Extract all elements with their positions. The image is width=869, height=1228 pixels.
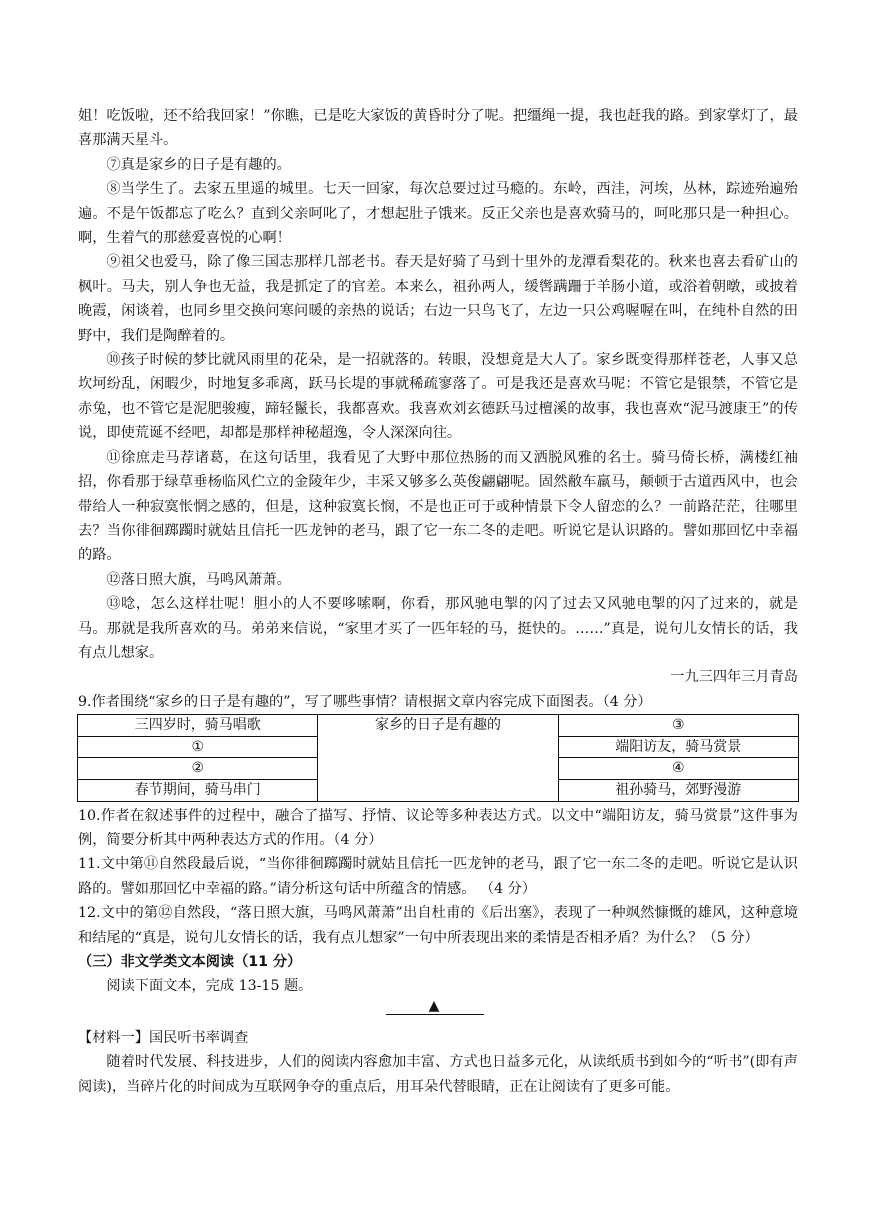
left-cell-4: 春节期间，骑马串门 <box>78 779 318 801</box>
section-marker <box>78 999 798 1026</box>
left-cell-1: 三四岁时，骑马唱歌 <box>78 715 318 737</box>
section-3-heading: （三）非文学类文本阅读（11 分） <box>78 953 302 970</box>
story-paragraph: ⑦真是家乡的日子是有趣的。 <box>106 156 291 173</box>
marker-underline <box>386 1014 484 1015</box>
right-cell-2: 端阳访友，骑马赏景 <box>558 736 798 758</box>
section-3-instruction: 阅读下面文本，完成 13-15 题。 <box>106 978 313 995</box>
question-10: 10.作者在叙述事件的过程中，融合了描写、抒情、议论等多种表达方式。以文中“端阳访友，骑马赏景”这件事为例，简要分析其中两种表达方式的作用。（4 分） <box>78 807 798 848</box>
question-12: 12.文中的第⑫自然段，“落日照大旗，马鸣风萧萧”出自杜甫的《后出塞》，表现了一种飒然慷慨的雄风，这种意境和结尾的“真是，说句儿女情长的话，我有点儿想家”一句中所表现出来的柔情是否相矛盾？为什么？（5 分） <box>78 905 798 946</box>
right-cell-3: ④ <box>558 758 798 780</box>
story-paragraph: 姐！吃饭啦，还不给我回家！”你瞧，已是吃大家饭的黄昏时分了呢。把缰绳一提，我也赶我的路。到家掌灯了，最喜那满天星斗。 <box>78 108 798 149</box>
page-content <box>78 104 798 1099</box>
story-paragraph: ⑨祖父也爱马，除了像三国志那样几部老书。春天是好骑了马到十里外的龙潭看梨花的。秋来也喜去看矿山的枫叶。马夫，别人争也无益，我是抓定了的官差。本来么，祖孙两人，缓辔蹒跚于羊肠小道，或浴着朝暾，或披着晚霞，闲谈着，也同乡里交换问寒问暖的亲热的说话；右边一只鸟飞了，左边一只公鸡喔喔在叫，在纯朴自然的田野中，我们是陶醉着的。 <box>78 254 798 344</box>
story-paragraph: ⑬唸，怎么这样壮呢！胆小的人不要哆嗦啊，你看，那风驰电掣的闪了过去又风驰电掣的闪了过来的，就是马。那就是我所喜欢的马。弟弟来信说，“家里才买了一匹年轻的马，挺快的。……”真是，说句儿女情长的话，我有点儿想家。 <box>78 596 798 661</box>
right-cell-4: 祖孙骑马，郊野漫游 <box>558 779 798 801</box>
dateline: 一九三四年三月青岛 <box>670 669 798 686</box>
left-cell-3: ② <box>78 758 318 780</box>
story-paragraph: ⑪徐庶走马荐诸葛，在这句话里，我看见了大野中那位热肠的而又洒脱风雅的名士。骑马倚长桥，满楼红袖招，你看那于绿草垂杨临风伫立的金陵年少，丰采又够多么英俊翩翩呢。固然敝车羸马，颠顿于古道西风中，也会带给人一种寂寞怅惘之感的，但是，这种寂寞长悯，不是也正可于或种情景下令人留恋的么？一前路茫茫，往哪里去？当你徘徊踯躅时就姑且信托一匹龙钟的老马，跟了它一东二冬的走吧。听说它是认识路的。譬如那回忆中幸福的路。 <box>78 449 798 564</box>
story-excerpt <box>78 104 798 665</box>
material-1-text: 随着时代发展、科技进步，人们的阅读内容愈加丰富、方式也日益多元化，从读纸质书到如今的“听书”(即有声阅读)，当碎片化的时间成为互联网争夺的重点后，用耳朵代替眼睛，正在让阅读有了更多可能。 <box>78 1054 798 1095</box>
answer-chart-table <box>77 714 799 801</box>
question-11: 11.文中第⑪自然段最后说，“当你徘徊踯躅时就姑且信托一匹龙钟的老马，跟了它一东二冬的走吧。听说它是认识路的。譬如那回忆中幸福的路。”请分析这句话中所蕴含的情感。 （4 分） <box>78 856 798 897</box>
right-cell-1: ③ <box>558 715 798 737</box>
question-9: 9.作者围绕“家乡的日子是有趣的”，写了哪些事情？请根据文章内容完成下面图表。（4 分） <box>78 693 652 710</box>
story-paragraph: ⑧当学生了。去家五里遥的城里。七天一回家，每次总要过过马瘾的。东岭，西洼，河埃，丛林，踪迹殆遍殆遍。不是午饭都忘了吃么？直到父亲呵叱了，才想起肚子饿来。反正父亲也是喜欢骑马的，呵叱那只是一种担心。啊，生着气的那慈爱喜悦的心啊！ <box>78 181 798 247</box>
triangle-icon: ▲ <box>428 997 440 1014</box>
left-cell-2: ① <box>78 736 318 758</box>
story-paragraph: ⑩孩子时候的梦比就风雨里的花朵，是一招就落的。转眼，没想竟是大人了。家乡既变得那样苍老，人事又总坎坷纷乱，闲暇少，时地复多乖离，跃马长堤的事就稀疏寥落了。可是我还是喜欢马呢：不管它是银禁，不管它是赤兔，也不管它是泥肥骏瘦，蹄轻鬣长，我都喜欢。我喜欢刘玄德跃马过檀溪的故事，我也喜欢“泥马渡康王”的传说，即使荒诞不经吧，却都是那样神秘超逸，令人深深向往。 <box>78 352 798 442</box>
story-paragraph: ⑫落日照大旗，马鸣风萧萧。 <box>106 571 291 588</box>
center-cell: 家乡的日子是有趣的 <box>318 715 558 801</box>
material-1-title: 【材料一】国民听书率调查 <box>78 1029 249 1046</box>
